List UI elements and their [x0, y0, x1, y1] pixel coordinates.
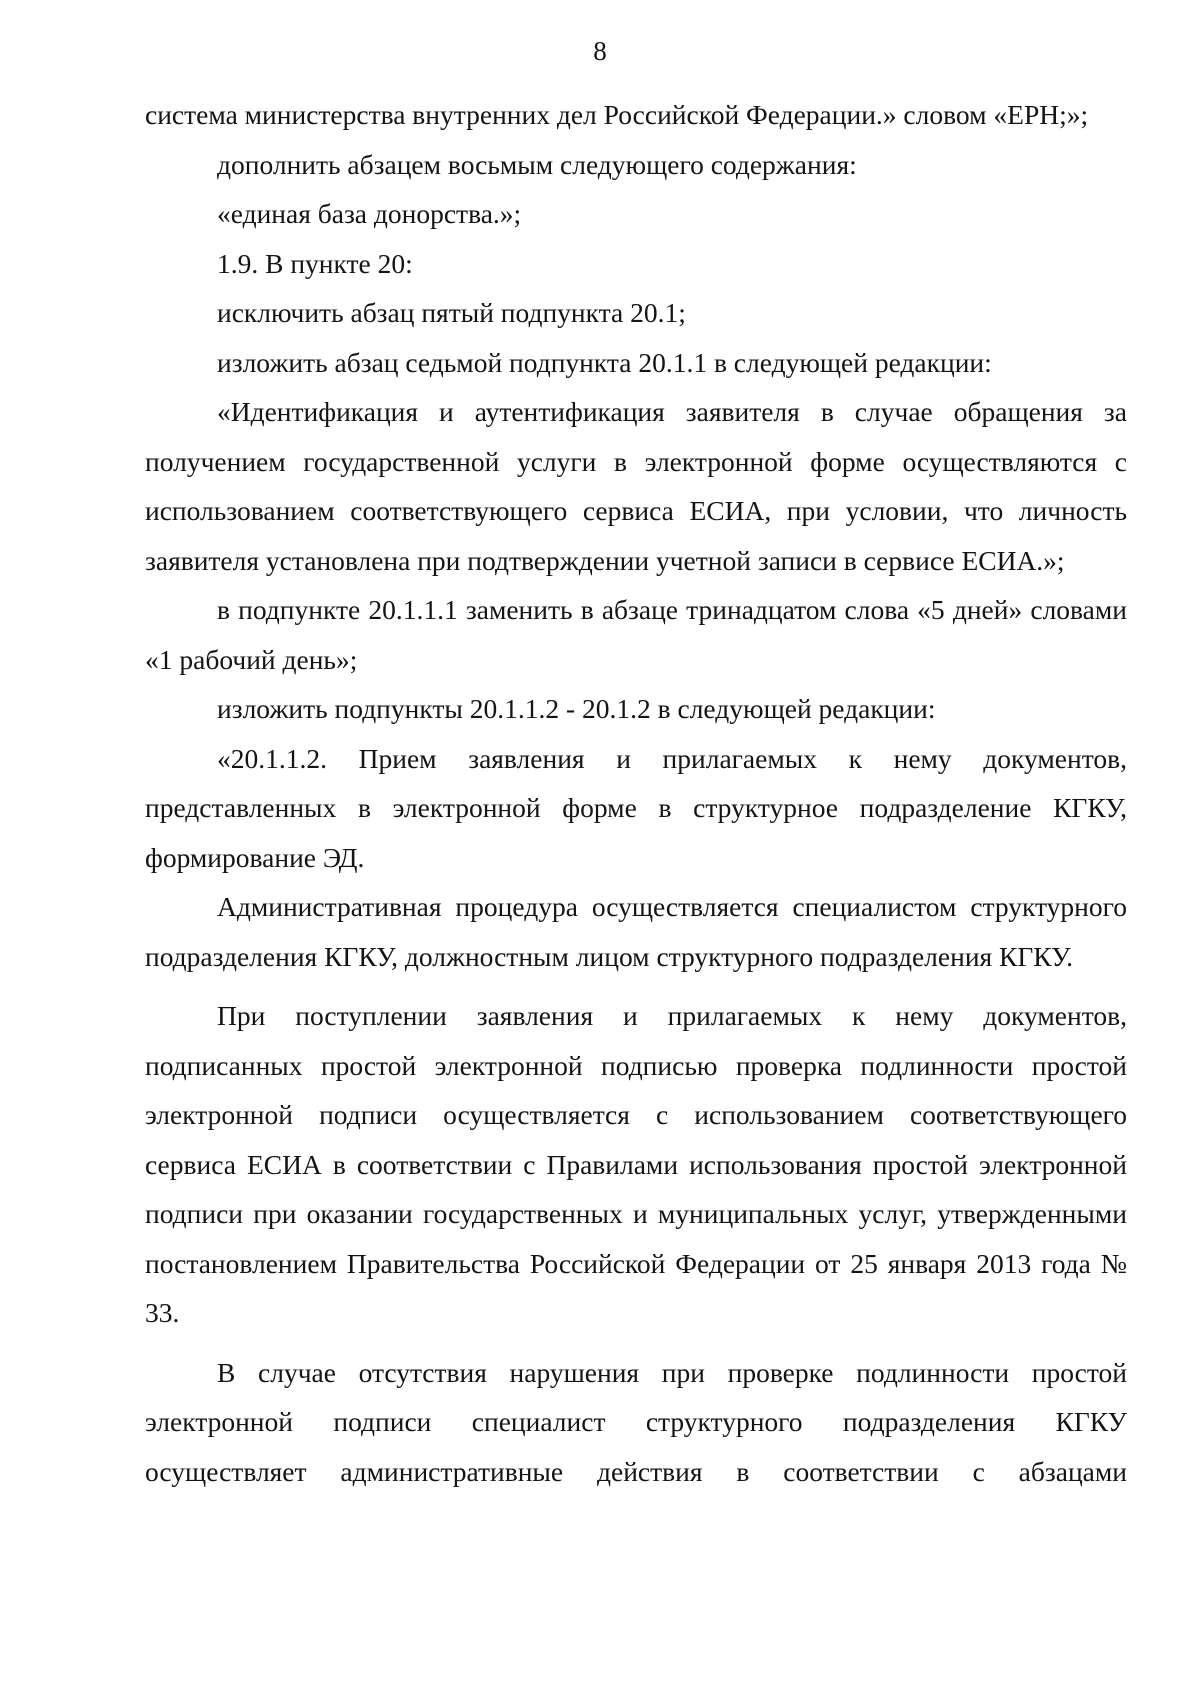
- paragraph: При поступлении заявления и прилагаемых к нему документов, подписанных простой электронной подписью проверка подлинности простой электронной подписи осуществляется с использованием соответствующего сервиса ЕСИА в соответствии с Правилами использования простой электронной подписи при оказании государственных и муниципальных услуг, утвержденными постановлением Правительства Российской Федерации от 25 января 2013 года № 33.: [145, 1000, 1127, 1328]
- paragraph: «20.1.1.2. Прием заявления и прилагаемых к нему документов, представленных в электронной форме в структурное подразделение КГКУ, формирование ЭД.: [145, 742, 1127, 873]
- paragraph: дополнить абзацем восьмым следующего содержания:: [217, 148, 857, 180]
- paragraph: исключить абзац пятый подпункта 20.1;: [217, 297, 686, 328]
- paragraph: В случае отсутствия нарушения при проверке подлинности простой электронной подписи специалист структурного подразделения КГКУ осуществляет административные действия в соответствии с абзацами: [145, 1356, 1127, 1487]
- document-body: [145, 90, 1127, 1496]
- paragraph: в подпункте 20.1.1.1 заменить в абзаце тринадцатом слова «5 дней» словами «1 рабочий день»;: [145, 594, 1127, 675]
- paragraph: система министерства внутренних дел Российской Федерации.» словом «ЕРН;»;: [145, 99, 1089, 130]
- paragraph: Административная процедура осуществляется специалистом структурного подразделения КГКУ, должностным лицом структурного подразделения КГКУ.: [145, 891, 1127, 972]
- paragraph: 1.9. В пункте 20:: [217, 247, 413, 279]
- paragraph: «Идентификация и аутентификация заявителя в случае обращения за получением государственной услуги в электронной форме осуществляются с использованием соответствующего сервиса ЕСИА, при условии, что личность заявителя установлена при подтверждении учетной записи в сервисе ЕСИА.»;: [145, 396, 1127, 576]
- paragraph: изложить подпункты 20.1.1.2 - 20.1.2 в следующей редакции:: [217, 693, 936, 724]
- paragraph: изложить абзац седьмой подпункта 20.1.1 в следующей редакции:: [217, 346, 992, 378]
- page-number: 8: [593, 36, 607, 66]
- paragraph: «единая база донорства.»;: [217, 198, 522, 229]
